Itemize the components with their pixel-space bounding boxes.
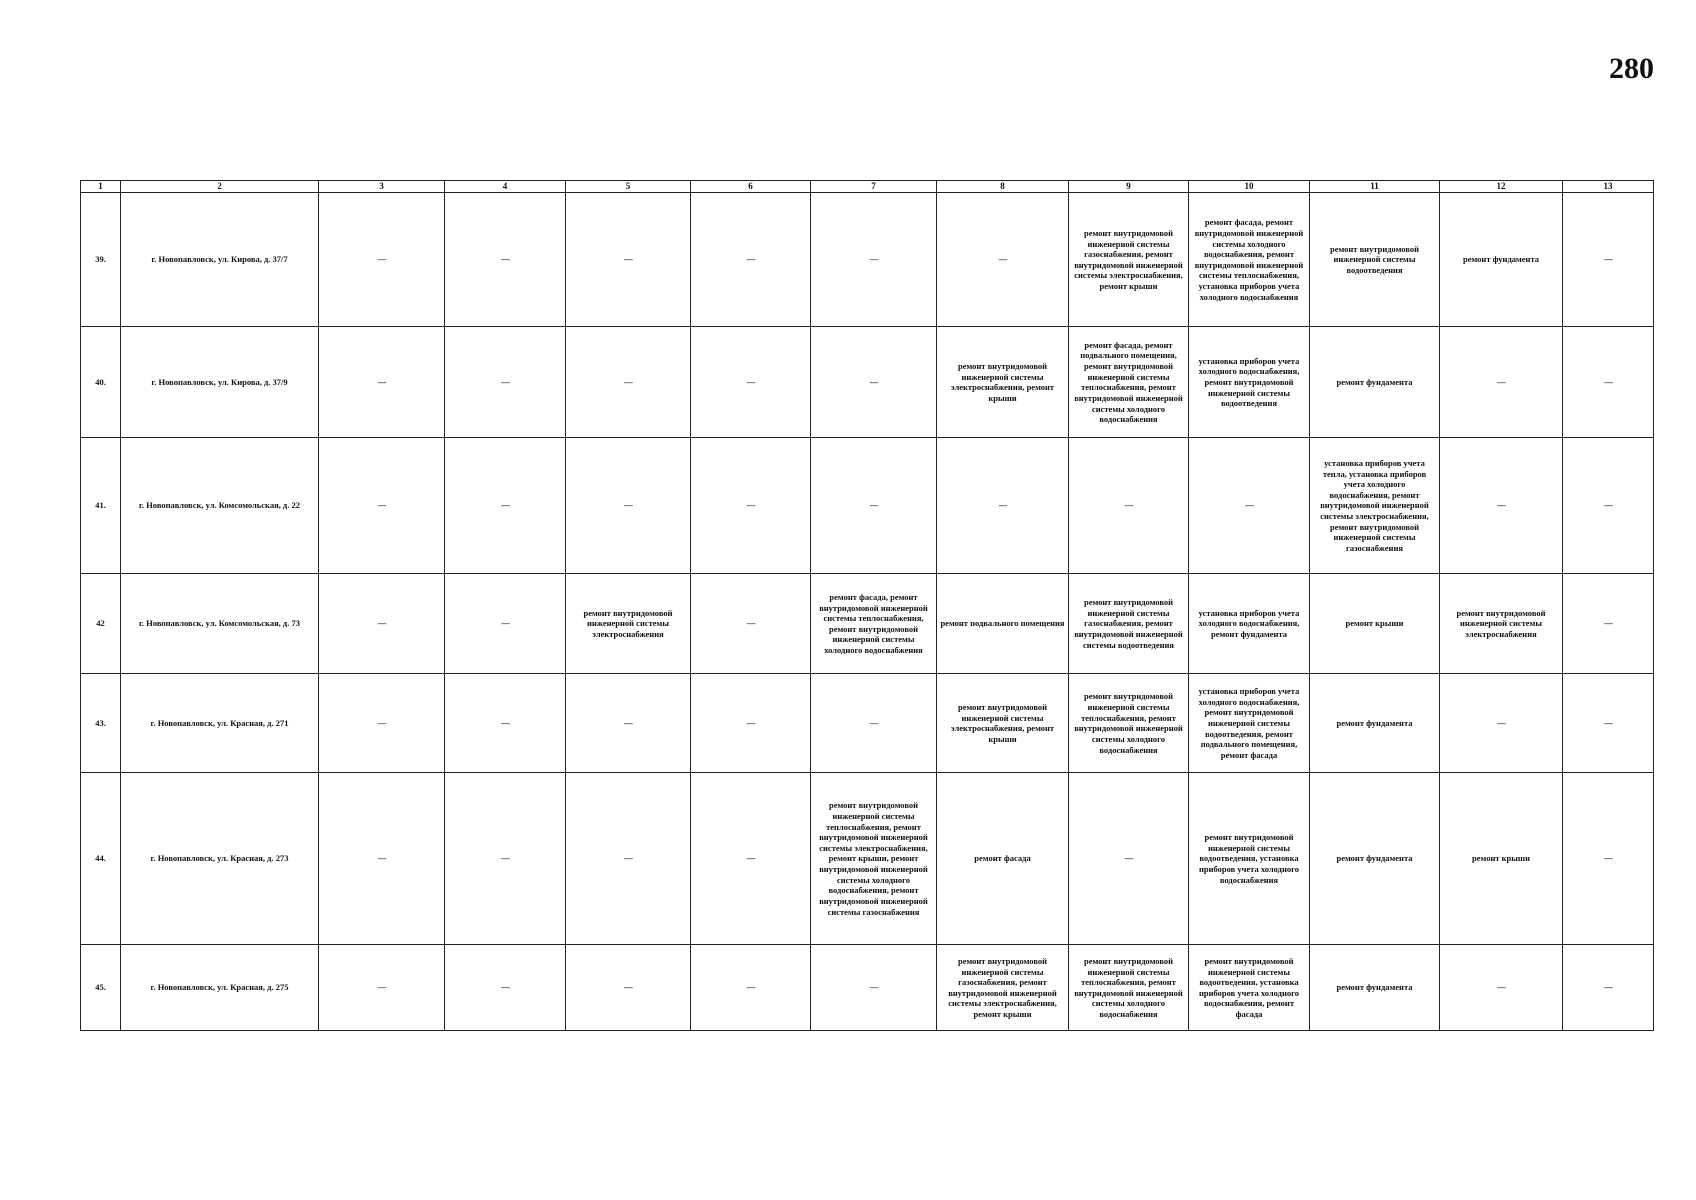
- address-cell: г. Новопавловск, ул. Кирова, д. 37/7: [121, 193, 319, 327]
- column-number-11: 11: [1310, 181, 1440, 193]
- empty-dash-cell: —: [1069, 773, 1189, 945]
- row-number-cell: 39.: [81, 193, 121, 327]
- empty-dash-cell: —: [566, 438, 691, 574]
- empty-dash-cell: —: [1069, 438, 1189, 574]
- work-description-cell: ремонт внутридомовой инженерной системы электроснабжения, ремонт крыши: [937, 327, 1069, 438]
- empty-dash-cell: —: [691, 438, 811, 574]
- empty-dash-cell: —: [319, 773, 445, 945]
- work-description-cell: ремонт фасада, ремонт внутридомовой инженерной системы холодного водоснабжения, ремонт внутридомовой инженерной системы теплоснабжения, установка приборов учета холодного водоснабжения: [1189, 193, 1310, 327]
- address-cell: г. Новопавловск, ул. Кирова, д. 37/9: [121, 327, 319, 438]
- work-description-cell: ремонт внутридомовой инженерной системы водоотведения, установка приборов учета холодного водоснабжения: [1189, 773, 1310, 945]
- empty-dash-cell: —: [445, 327, 566, 438]
- table-row: [81, 945, 1654, 1031]
- empty-dash-cell: —: [566, 773, 691, 945]
- address-cell: г. Новопавловск, ул. Красная, д. 275: [121, 945, 319, 1031]
- empty-dash-cell: —: [811, 327, 937, 438]
- empty-dash-cell: —: [1189, 438, 1310, 574]
- empty-dash-cell: —: [937, 193, 1069, 327]
- empty-dash-cell: —: [1440, 438, 1563, 574]
- empty-dash-cell: —: [1440, 674, 1563, 773]
- address-cell: г. Новопавловск, ул. Красная, д. 273: [121, 773, 319, 945]
- empty-dash-cell: —: [691, 945, 811, 1031]
- page-number: 280: [1609, 52, 1654, 85]
- row-number-cell: 41.: [81, 438, 121, 574]
- column-number-5: 5: [566, 181, 691, 193]
- work-description-cell: ремонт фасада: [937, 773, 1069, 945]
- empty-dash-cell: —: [319, 438, 445, 574]
- work-description-cell: ремонт фундамента: [1310, 674, 1440, 773]
- empty-dash-cell: —: [319, 327, 445, 438]
- empty-dash-cell: —: [691, 193, 811, 327]
- work-description-cell: установка приборов учета холодного водоснабжения, ремонт внутридомовой инженерной системы водоотведения, ремонт подвального помещения, ремонт фасада: [1189, 674, 1310, 773]
- empty-dash-cell: —: [691, 773, 811, 945]
- column-number-1: 1: [81, 181, 121, 193]
- address-cell: г. Новопавловск, ул. Комсомольская, д. 22: [121, 438, 319, 574]
- row-number-cell: 45.: [81, 945, 121, 1031]
- empty-dash-cell: —: [319, 574, 445, 674]
- empty-dash-cell: —: [937, 438, 1069, 574]
- work-description-cell: ремонт внутридомовой инженерной системы теплоснабжения, ремонт внутридомовой инженерной системы электроснабжения, ремонт крыши, ремонт внутридомовой инженерной системы холодного водоснабжения, ремонт внутридомовой инженерной системы газоснабжения: [811, 773, 937, 945]
- work-description-cell: ремонт внутридомовой инженерной системы теплоснабжения, ремонт внутридомовой инженерной системы холодного водоснабжения: [1069, 945, 1189, 1031]
- empty-dash-cell: —: [1563, 438, 1654, 574]
- empty-dash-cell: —: [1440, 945, 1563, 1031]
- works-table: [80, 180, 1654, 1031]
- empty-dash-cell: —: [691, 327, 811, 438]
- empty-dash-cell: —: [811, 193, 937, 327]
- work-description-cell: ремонт крыши: [1310, 574, 1440, 674]
- empty-dash-cell: —: [319, 674, 445, 773]
- row-number-cell: 42: [81, 574, 121, 674]
- column-number-4: 4: [445, 181, 566, 193]
- address-cell: г. Новопавловск, ул. Красная, д. 271: [121, 674, 319, 773]
- work-description-cell: ремонт внутридомовой инженерной системы газоснабжения, ремонт внутридомовой инженерной системы электроснабжения, ремонт крыши: [1069, 193, 1189, 327]
- work-description-cell: ремонт фасада, ремонт внутридомовой инженерной системы теплоснабжения, ремонт внутридомовой инженерной системы холодного водоснабжения: [811, 574, 937, 674]
- empty-dash-cell: —: [1440, 327, 1563, 438]
- row-number-cell: 44.: [81, 773, 121, 945]
- row-number-cell: 40.: [81, 327, 121, 438]
- column-number-6: 6: [691, 181, 811, 193]
- empty-dash-cell: —: [1563, 327, 1654, 438]
- work-description-cell: ремонт фундамента: [1310, 773, 1440, 945]
- empty-dash-cell: —: [566, 193, 691, 327]
- work-description-cell: ремонт внутридомовой инженерной системы водоотведения: [1310, 193, 1440, 327]
- row-number-cell: 43.: [81, 674, 121, 773]
- empty-dash-cell: —: [445, 773, 566, 945]
- table-row: [81, 193, 1654, 327]
- empty-dash-cell: —: [691, 674, 811, 773]
- work-description-cell: ремонт внутридомовой инженерной системы электроснабжения, ремонт крыши: [937, 674, 1069, 773]
- column-number-row: [81, 181, 1654, 193]
- empty-dash-cell: —: [445, 193, 566, 327]
- empty-dash-cell: —: [811, 945, 937, 1031]
- empty-dash-cell: —: [1563, 574, 1654, 674]
- empty-dash-cell: —: [445, 945, 566, 1031]
- empty-dash-cell: —: [811, 438, 937, 574]
- column-number-8: 8: [937, 181, 1069, 193]
- work-description-cell: установка приборов учета холодного водоснабжения, ремонт фундамента: [1189, 574, 1310, 674]
- table-row: [81, 773, 1654, 945]
- work-description-cell: ремонт внутридомовой инженерной системы теплоснабжения, ремонт внутридомовой инженерной системы холодного водоснабжения: [1069, 674, 1189, 773]
- column-number-10: 10: [1189, 181, 1310, 193]
- column-number-2: 2: [121, 181, 319, 193]
- column-number-7: 7: [811, 181, 937, 193]
- empty-dash-cell: —: [445, 674, 566, 773]
- empty-dash-cell: —: [1563, 674, 1654, 773]
- address-cell: г. Новопавловск, ул. Комсомольская, д. 73: [121, 574, 319, 674]
- column-number-12: 12: [1440, 181, 1563, 193]
- work-description-cell: ремонт внутридомовой инженерной системы водоотведения, установка приборов учета холодного водоснабжения, ремонт фасада: [1189, 945, 1310, 1031]
- work-description-cell: установка приборов учета холодного водоснабжения, ремонт внутридомовой инженерной системы водоотведения: [1189, 327, 1310, 438]
- empty-dash-cell: —: [445, 438, 566, 574]
- work-description-cell: ремонт крыши: [1440, 773, 1563, 945]
- work-description-cell: ремонт внутридомовой инженерной системы газоснабжения, ремонт внутридомовой инженерной системы электроснабжения, ремонт крыши: [937, 945, 1069, 1031]
- empty-dash-cell: —: [1563, 773, 1654, 945]
- table-row: [81, 674, 1654, 773]
- table-row: [81, 327, 1654, 438]
- work-description-cell: ремонт внутридомовой инженерной системы газоснабжения, ремонт внутридомовой инженерной системы водоотведения: [1069, 574, 1189, 674]
- empty-dash-cell: —: [319, 945, 445, 1031]
- work-description-cell: установка приборов учета тепла, установка приборов учета холодного водоснабжения, ремонт внутридомовой инженерной системы электроснабжения, ремонт внутридомовой инженерной системы газоснабжения: [1310, 438, 1440, 574]
- empty-dash-cell: —: [811, 674, 937, 773]
- column-number-3: 3: [319, 181, 445, 193]
- empty-dash-cell: —: [691, 574, 811, 674]
- work-description-cell: ремонт подвального помещения: [937, 574, 1069, 674]
- work-description-cell: ремонт фасада, ремонт подвального помещения, ремонт внутридомовой инженерной системы теплоснабжения, ремонт внутридомовой инженерной системы холодного водоснабжения: [1069, 327, 1189, 438]
- empty-dash-cell: —: [445, 574, 566, 674]
- empty-dash-cell: —: [319, 193, 445, 327]
- work-description-cell: ремонт внутридомовой инженерной системы электроснабжения: [566, 574, 691, 674]
- empty-dash-cell: —: [566, 945, 691, 1031]
- work-description-cell: ремонт фундамента: [1440, 193, 1563, 327]
- column-number-13: 13: [1563, 181, 1654, 193]
- empty-dash-cell: —: [566, 674, 691, 773]
- table-row: [81, 574, 1654, 674]
- empty-dash-cell: —: [1563, 945, 1654, 1031]
- empty-dash-cell: —: [566, 327, 691, 438]
- empty-dash-cell: —: [1563, 193, 1654, 327]
- work-description-cell: ремонт внутридомовой инженерной системы электроснабжения: [1440, 574, 1563, 674]
- work-description-cell: ремонт фундамента: [1310, 327, 1440, 438]
- work-description-cell: ремонт фундамента: [1310, 945, 1440, 1031]
- table-row: [81, 438, 1654, 574]
- column-number-9: 9: [1069, 181, 1189, 193]
